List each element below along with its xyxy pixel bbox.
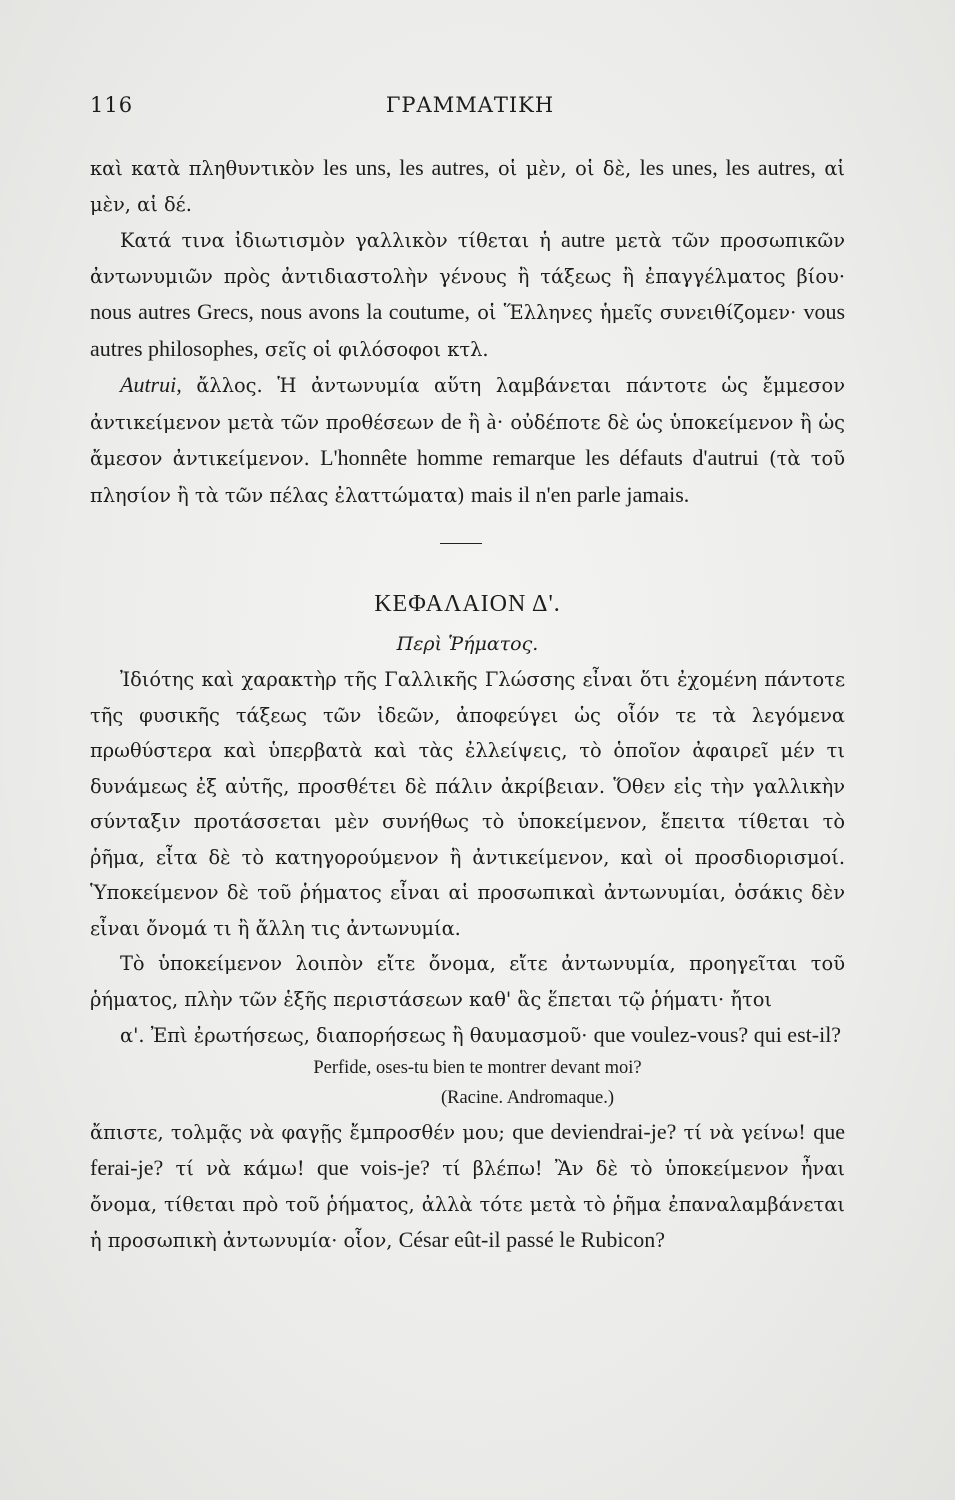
paragraph-autrui: [90, 367, 845, 513]
french-text: que vois-je?: [316, 1155, 430, 1180]
page-body: [90, 150, 845, 1259]
running-title: ΓΡΑΜΜΑΤΙΚΗ: [385, 93, 555, 117]
paragraph-autre: [90, 222, 845, 367]
greek-text: μετὰ τῶν προσωπικῶν ἀντωνυμιῶν πρὸς ἀντιδιαστολὴν γένους ἢ τάξεως ἢ ἐπαγγέλματος βίου·: [90, 229, 845, 288]
greek-text: (τὰ τοῦ πλησίον ἢ τὰ τῶν πέλας ἐλαττώματα): [90, 447, 845, 507]
page-header: [90, 93, 850, 123]
greek-text: οἱ Ἕλληνες ἡμεῖς συνειθίζομεν·: [477, 301, 797, 324]
paragraph-subject: [90, 946, 845, 1017]
french-text: autre: [561, 227, 605, 252]
greek-text: οὐδέποτε δὲ ὡς ὑποκείμενον ἢ ὡς ἄμεσον ἀντικείμενον.: [90, 410, 846, 470]
greek-text: Ἰδιότης καὶ χαρακτὴρ τῆς Γαλλικῆς Γλώσσης εἶναι ὅτι ἐχομένη πάντοτε τῆς φυσικῆς τάξεως τῶν ἰδεῶν, ἀποφεύγει ὡς οἷόν τε τὰ λεγόμενα πρωθύστερα καὶ ὑπερβατὰ καὶ τὰς ἐλλείψεις, τὸ ὁποῖον ἀφαιρεῖ μέν τι δυνάμεως ἐξ αὐτῆς, προσθέτει δὲ πάλιν ἀκρίβειαν. Ὅθεν εἰς τὴν γαλλικὴν σύνταξιν προτάσσεται μὲν συνήθως τὸ ὑποκείμενον, ἔπειτα τίθεται τὸ ῥῆμα, εἶτα δὲ τὸ κατηγορούμενον ἢ ἀντικείμενον, καὶ οἱ προσδιορισμοί. Ὑποκείμενον δὲ τοῦ ῥήματος εἶναι αἱ προσωπικαὶ ἀντωνυμίαι, ὁσάκις δὲν εἶναι ὄνομά τι ἢ ἄλλη τις ἀντωνυμία.: [90, 668, 845, 940]
french-text: à·: [486, 408, 504, 434]
french-text: les uns, les autres,: [323, 155, 490, 180]
french-text: les unes, les autres,: [639, 155, 816, 180]
greek-text: Τὸ ὑποκείμενον λοιπὸν εἴτε ὄνομα, εἴτε ἀντωνυμία, προηγεῖται τοῦ ῥήματος, πλὴν τῶν ἑξῆς περιστάσεων καθ' ἃς ἕπεται τῷ ῥήματι· ἤτοι: [90, 952, 845, 1011]
chapter-subtitle: Περὶ Ῥήματος.: [396, 633, 539, 655]
page-number: 116: [90, 93, 134, 117]
greek-text: ἢ: [468, 410, 480, 434]
french-text: que deviendrai-je?: [512, 1118, 677, 1144]
greek-text: τί νὰ γείνω!: [683, 1120, 806, 1144]
french-text: que voulez-vous? qui est-il?: [593, 1022, 842, 1047]
paragraph-examples: [90, 1114, 845, 1259]
greek-text: ἄλλος. Ἡ ἀντωνυμία αὕτη λαμβάνεται πάντοτε ὡς ἔμμεσον ἀντικείμενον μετὰ τῶν προθέσεων: [90, 374, 845, 434]
greek-text: Κατά τινα ἰδιωτισμὸν γαλλικὸν τίθεται ἡ: [120, 229, 551, 252]
quotation: Perfide, oses-tu bien te montrer devant moi?: [313, 1057, 642, 1078]
greek-text: τί νὰ κάμω!: [175, 1157, 305, 1180]
greek-text: τί βλέπω! Ἂν δὲ τὸ ὑποκείμενον ἦναι ὄνομα, τίθεται πρὸ τοῦ ῥήματος, ἀλλὰ τότε μετὰ τὸ ῥῆμα ἐπαναλαμβάνεται ἡ προσωπικὴ ἀντωνυμία· οἷον,: [90, 1157, 846, 1252]
paragraph-question: [90, 1017, 845, 1054]
paragraph-pronoun-plural: [90, 150, 845, 222]
french-text: vous autres philosophes,: [90, 299, 845, 361]
quotation-source: (Racine. Andromaque.): [440, 1087, 615, 1108]
french-term: Autrui,: [120, 372, 182, 397]
french-text: que ferai-je?: [90, 1118, 846, 1180]
french-text: César eût-il passé le Rubicon?: [398, 1227, 665, 1252]
greek-text: ἄπιστε, τολμᾷς νὰ φαγῇς ἔμπροσθέν μου;: [90, 1120, 505, 1144]
greek-text: σεῖς οἱ φιλόσοφοι κτλ.: [264, 337, 489, 361]
greek-text: οἱ μὲν, οἱ δὲ,: [498, 157, 632, 180]
greek-text: αἱ μὲν, αἱ δέ.: [90, 157, 846, 216]
greek-text: καὶ κατὰ πληθυντικὸν: [90, 157, 315, 180]
french-text: de: [440, 408, 462, 434]
french-text: nous autres Grecs, nous avons la coutume,: [90, 299, 471, 324]
french-text: L'honnête homme remarque les défauts d'autrui: [320, 445, 759, 470]
chapter-title: ΚΕΦΑΛΑΙΟΝ Δ'.: [374, 591, 561, 617]
paragraph-verb-intro: [90, 662, 845, 946]
french-text: mais il n'en parle jamais.: [470, 481, 690, 507]
greek-text: α'. Ἐπὶ ἐρωτήσεως, διαπορήσεως ἢ θαυμασμοῦ·: [120, 1024, 588, 1047]
divider-rule: [440, 543, 482, 544]
section-divider: [90, 513, 845, 576]
